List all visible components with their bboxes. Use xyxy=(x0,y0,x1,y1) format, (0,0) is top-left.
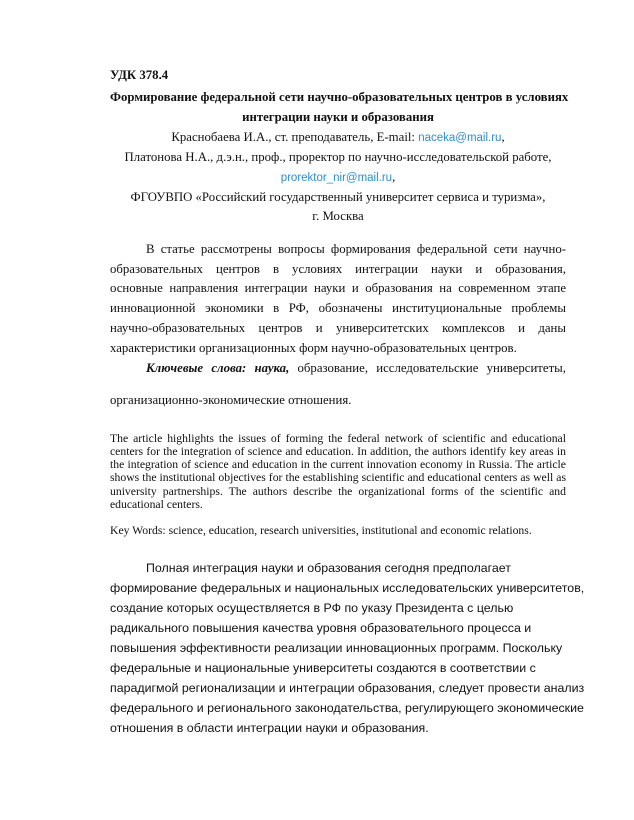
keywords-ru-label: Ключевые слова: наука, xyxy=(146,361,290,375)
abstract-en-line: educational centers. xyxy=(110,498,203,511)
article-title-line-2: интеграции науки и образования xyxy=(242,110,434,124)
article-title-line-1: Формирование федеральной сети научно-образовательных центров в условиях xyxy=(110,90,569,104)
body-line: повышения эффективности реализации инновационных программ. Поскольку xyxy=(110,641,563,655)
abstract-ru-line: научно-образовательных центров и университетских комплексов и даны xyxy=(110,321,566,335)
author-1: Краснобаева И.А., ст. преподаватель, E-mail: naceka@mail.ru, xyxy=(171,130,505,144)
author-2: Платонова Н.А., д.э.н., проф., проректор по научно-исследовательской работе, xyxy=(124,150,552,164)
abstract-en-line: shows the institutional objectives for the establishing scientific and educational centers as well as xyxy=(110,471,566,484)
author-1-text: Краснобаева И.А., ст. преподаватель, E-mail: xyxy=(171,130,419,144)
body-line: создание которых осуществляется в РФ по указу Президента с целью xyxy=(110,601,514,615)
body-line: радикального повышения качества уровня образовательного процесса и xyxy=(110,621,532,635)
body-line: федеральные и национальные университеты создаются в соответствии с xyxy=(110,661,536,675)
abstract-ru-line: В статье рассмотрены вопросы формирования федеральной сети научно- xyxy=(146,242,566,256)
abstract-en-line: centers for the integration of science and education. In addition, the authors identify key areas in xyxy=(110,445,566,458)
keywords-en: Key Words: science, education, research universities, institutional and economic relations. xyxy=(110,524,532,537)
abstract-ru-line: характеристики организационных форм научно-образовательных центров. xyxy=(110,341,517,355)
body-line: Полная интеграция науки и образования сегодня предполагает xyxy=(146,561,511,575)
body-line: парадигмой регионализации и интеграции образования, следует провести анализ xyxy=(110,681,585,695)
abstract-en-line: university partnerships. The authors describe the organizational forms of the scientific and xyxy=(110,485,566,498)
body-line: формирование федеральных и национальных исследовательских университетов, xyxy=(110,581,585,595)
email-link-1[interactable]: naceka@mail.ru xyxy=(418,132,502,144)
keywords-ru xyxy=(110,360,566,376)
abstract-en-line: the integration of science and education in the current innovation economy in Russia. The article xyxy=(110,458,566,471)
keywords-ru-line-2: организационно-экономические отношения. xyxy=(110,393,352,407)
abstract-en-line: The article highlights the issues of forming the federal network of scientific and educational xyxy=(110,432,566,445)
body-line: отношения в области интеграции науки и образования. xyxy=(110,721,429,735)
abstract-ru-line: основные направления интеграции науки и образования на современном этапе xyxy=(110,281,566,295)
affiliation: ФГОУВПО «Российский государственный университет сервиса и туризма», xyxy=(130,190,546,204)
city: г. Москва xyxy=(312,209,364,223)
email-link-2[interactable]: prorektor_nir@mail.ru xyxy=(280,172,393,184)
abstract-ru-line: образовательных центров в условиях интеграции науки и образования, xyxy=(110,262,566,276)
body-line: федерального и регионального законодательства, регулирующего экономические xyxy=(110,701,584,715)
udk-code: УДК 378.4 xyxy=(110,68,169,82)
author-2-email: prorektor_nir@mail.ru, xyxy=(280,170,396,184)
abstract-ru-line: инновационной экономики в РФ, обозначены институциональные проблемы xyxy=(110,301,566,315)
keywords-ru-text: образование, исследовательские университеты, xyxy=(289,361,566,375)
